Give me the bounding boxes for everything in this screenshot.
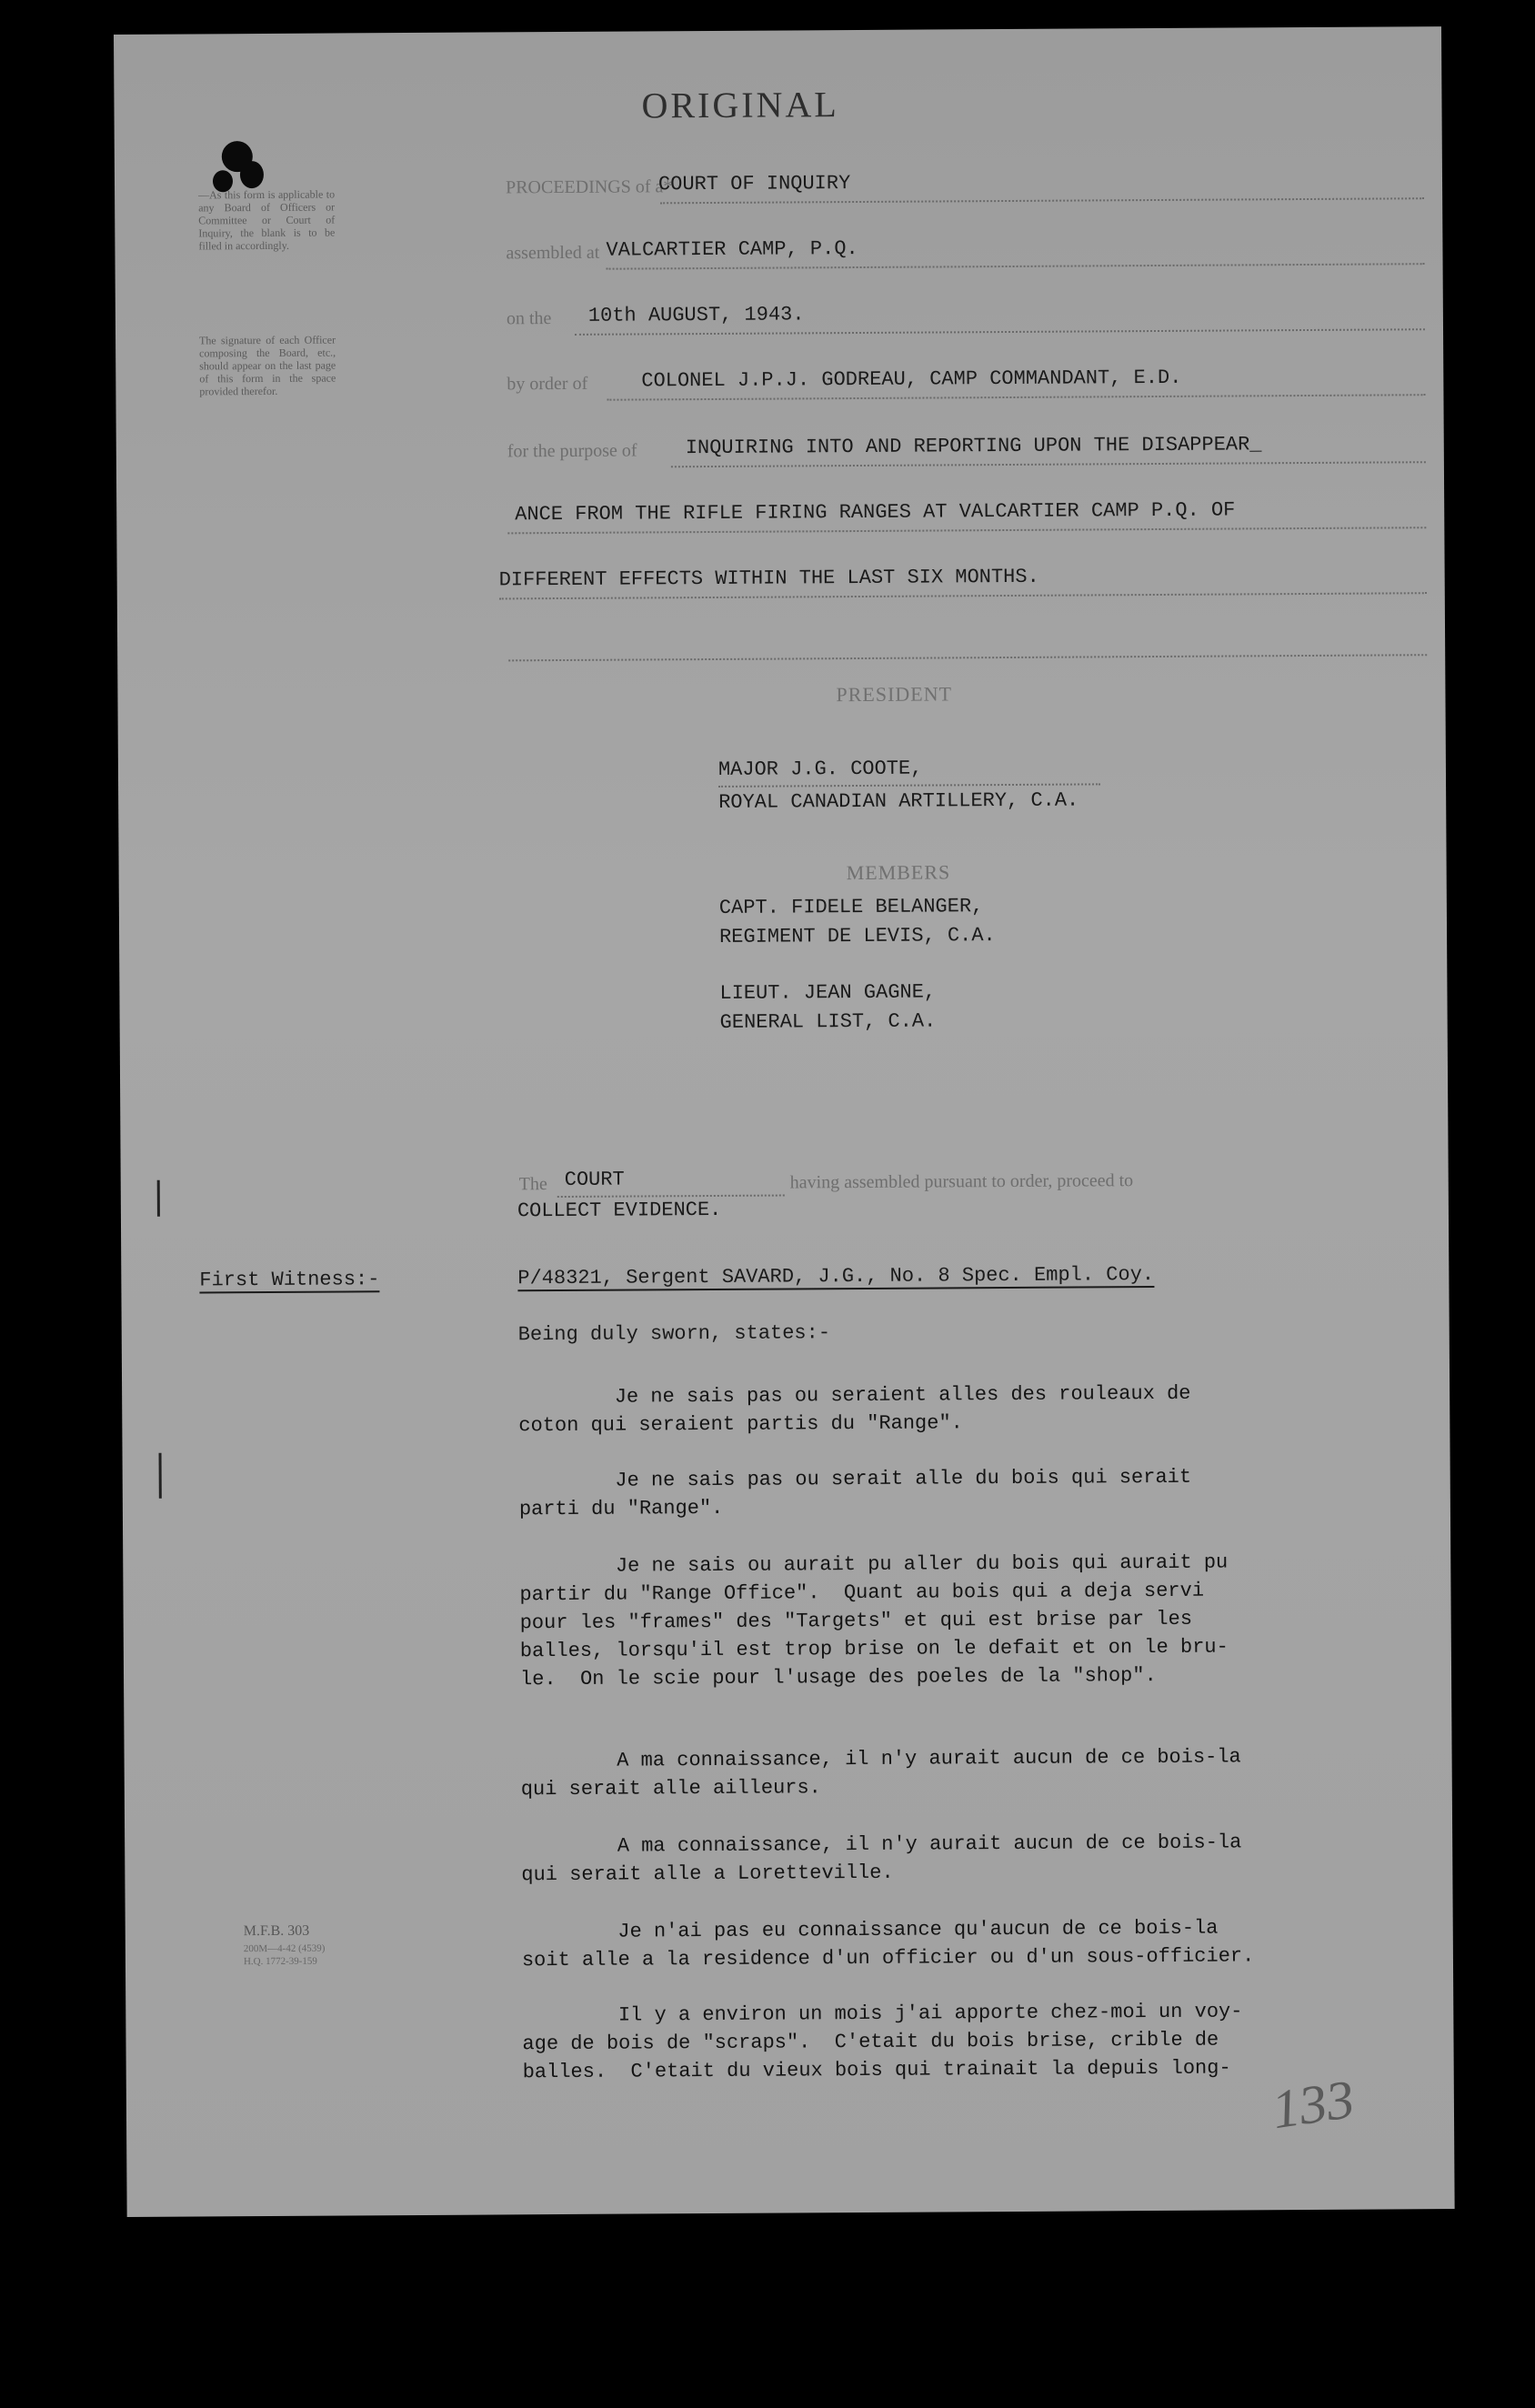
testimony-paragraph: Je ne sais ou aurait pu aller du bois qui aurait pu partir du "Range Office". Quant au bois qui a deja servi pour les "frames" des "Targets" et qui est brise par les balles, lorsqu'il est trop brise on le defait et on le bru- le. On le scie pour l'usage des poeles de la "shop". (519, 1550, 1229, 1691)
handwritten-page-number: 133 (1268, 2068, 1359, 2141)
assembled-pursuant-text: having assembled pursuant to order, proceed to (789, 1170, 1134, 1193)
dotted-rule (607, 394, 1425, 400)
testimony-paragraph: Il y a environ un mois j'ai apporte chez-moi un voy- age de bois de "scraps". C'etait du bois brise, crible de balles. C'etait du vieux bois qui trainait la depuis long- (522, 2000, 1243, 2084)
document-page (114, 26, 1455, 2217)
member-1-unit: REGIMENT DE LEVIS, C.A. (718, 924, 996, 948)
original-stamp: ORIGINAL (641, 84, 839, 126)
order-value: COLONEL J.P.J. GODREAU, CAMP COMMANDANT, E.D. (641, 366, 1182, 393)
dotted-rule (671, 461, 1426, 467)
purpose-label: for the purpose of (507, 440, 637, 462)
date-value: 10th AUGUST, 1943. (587, 303, 805, 327)
testimony-paragraph: Je ne sais pas ou seraient alles des rouleaux de coton qui seraient partis du "Range". (518, 1381, 1191, 1438)
form-print-info: H.Q. 1772-39-159 (243, 1955, 317, 1968)
date-label: on the (506, 308, 552, 329)
ink-blot (240, 161, 264, 188)
purpose-line-3: DIFFERENT EFFECTS WITHIN THE LAST SIX MONTHS. (498, 565, 1039, 592)
dotted-rule (508, 654, 1427, 661)
dotted-rule (575, 328, 1425, 336)
purpose-line-1: INQUIRING INTO AND REPORTING UPON THE DISAPPEAR_ (685, 433, 1262, 460)
dotted-rule (718, 783, 1100, 788)
margin-mark (159, 1453, 162, 1499)
dotted-rule (607, 263, 1425, 269)
member-1-name: CAPT. FIDELE BELANGER, (718, 895, 984, 919)
margin-mark (157, 1180, 160, 1217)
the-label: The (518, 1174, 547, 1195)
assembled-label: assembled at (506, 242, 600, 264)
member-2-unit: GENERAL LIST, C.A. (719, 1009, 937, 1034)
proceedings-label: PROCEEDINGS of a* (505, 176, 673, 198)
form-number: M.F.B. 303 (243, 1922, 310, 1940)
testimony-paragraph: Je ne sais pas ou serait alle du bois qui serait parti du "Range". (518, 1465, 1192, 1521)
testimony-paragraph: A ma connaissance, il n'y aurait aucun de ce bois-la qui serait alle a Loretteville. (521, 1831, 1242, 1887)
dotted-rule (660, 197, 1424, 204)
margin-note-form-usage: —As this form is applicable to any Board of Officers or Committee or Court of Inquiry, the blank is to be filled in accordingly. (198, 187, 336, 253)
member-2-name: LIEUT. JEAN GAGNE, (719, 980, 937, 1005)
proceedings-value: COURT OF INQUIRY (657, 172, 851, 196)
dotted-rule (507, 527, 1426, 534)
dotted-rule (499, 592, 1427, 599)
purpose-line-2: ANCE FROM THE RIFLE FIRING RANGES AT VALCARTIER CAMP P.Q. OF (515, 498, 1236, 527)
assembled-value: VALCARTIER CAMP, P.Q. (606, 237, 858, 262)
president-unit: ROYAL CANADIAN ARTILLERY, C.A. (718, 788, 1079, 814)
testimony-paragraph: A ma connaissance, il n'y aurait aucun de ce bois-la qui serait alle ailleurs. (520, 1745, 1241, 1801)
sworn-statement: Being duly sworn, states:- (517, 1321, 831, 1347)
members-heading: MEMBERS (846, 860, 951, 885)
margin-note-signature: The signature of each Officer composing the Board, etc., should appear on the last page of this form in the space provided therefor. (199, 333, 336, 398)
witness-identification: P/48321, Sergent SAVARD, J.G., No. 8 Spec. Empl. Coy. (517, 1263, 1155, 1290)
the-value: COURT (564, 1168, 625, 1191)
order-label: by order of (507, 373, 588, 395)
dotted-rule (557, 1195, 785, 1199)
president-name: MAJOR J.G. COOTE, (717, 757, 923, 781)
president-heading: PRESIDENT (836, 682, 953, 707)
collect-evidence-text: COLLECT EVIDENCE. (517, 1198, 722, 1223)
form-print-info: 200M—4-42 (4539) (243, 1942, 326, 1955)
first-witness-label: First Witness:- (199, 1268, 380, 1292)
testimony-paragraph: Je n'ai pas eu connaissance qu'aucun de ce bois-la soit alle a la residence d'un officier ou d'un sous-officier. (521, 1916, 1255, 1972)
